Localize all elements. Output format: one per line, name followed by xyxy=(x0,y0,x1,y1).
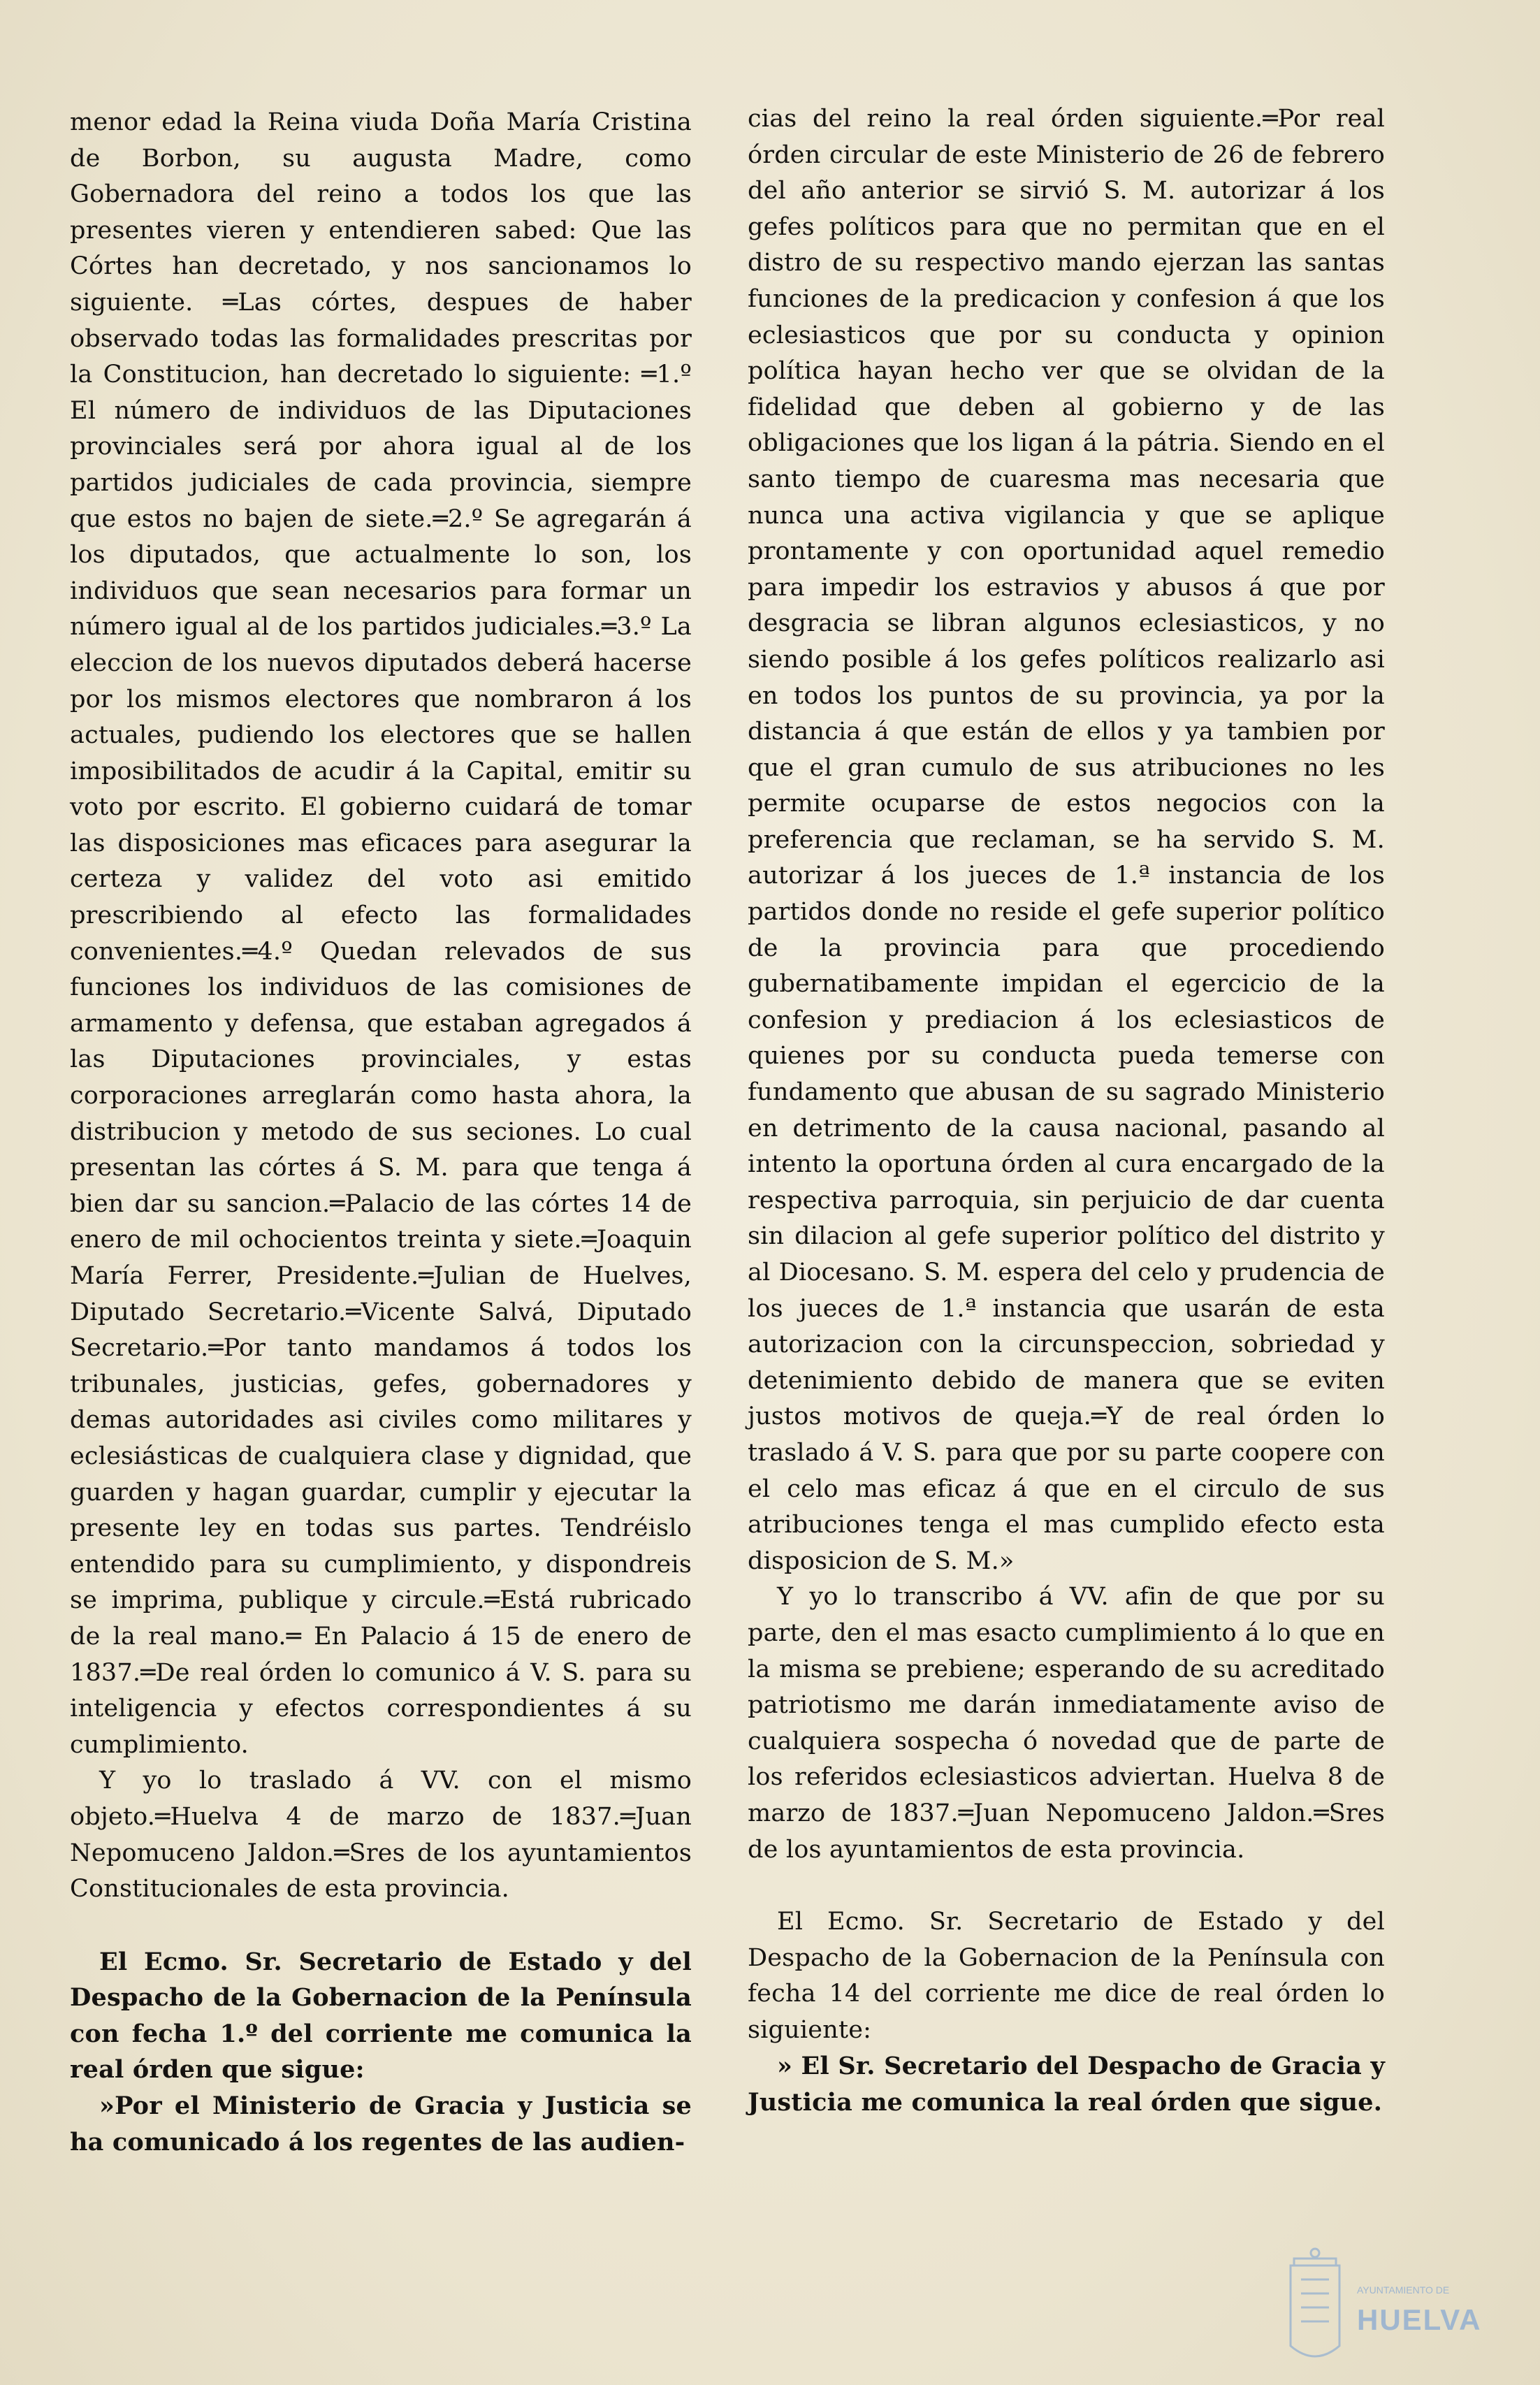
decree-paragraph: menor edad la Reina viuda Doña María Cristina de Borbon, su augusta Madre, como Gobernadora del reino a todos los que las presentes vieren y entendieren sabed: Que las Córtes han decretado, y nos sancionamos lo siguiente. ═Las córtes, despues de haber observado todas las formalidades prescritas por la Constitucion, han decretado lo siguiente: ═1.º El número de individuos de las Diputaciones provinciales será por ahora igual al de los partidos judiciales de cada provincia, siempre que estos no bajen de siete.═2.º Se agregarán á los diputados, que actualmente lo son, los individuos que sean necesarios para formar un número igual al de los partidos judiciales.═3.º La eleccion de los nuevos diputados deberá hacerse por los mismos electores que nombraron á los actuales, pudiendo los electores que se hallen imposibilitados de acudir á la Capital, emitir su voto por escrito. El gobierno cuidará de tomar las disposiciones mas eficaces para asegurar la certeza y validez del voto asi emitido prescribiendo al efecto las formalidades convenientes.═4.º Quedan relevados de sus funciones los individuos de las comisiones de armamento y defensa, que estaban agregados á las Diputaciones provinciales, y estas corporaciones arreglarán como hasta ahora, la distribucion y metodo de sus seciones. Lo cual presentan las córtes á S. M. para que tenga á bien dar su sancion.═Palacio de las córtes 14 de enero de mil ochocientos treinta y siete.═Joaquin María Ferrer, Presidente.═Julian de Huelves, Diputado Secretario.═Vicente Salvá, Diputado Secretario.═Por tanto mandamos á todos los tribunales, justicias, gefes, gobernadores y demas autoridades asi civiles como militares y eclesiásticas de cualquiera clase y dignidad, que guarden y hagan guardar, cumplir y ejecutar la presente ley en todas sus partes. Tendréislo entendido para su cumplimiento, y dispondreis se imprima, publique y circule.═Está rubricado de la real mano.═ En Palacio á 15 de enero de 1837.═De real órden lo comunico á V. S. para su inteligencia y efectos correspondientes á su cumplimiento. xyxy=(70,108,692,1759)
ministry-intro-paragraph: »Por el Ministerio de Gracia y Justicia se ha comunicado á los regentes de las audien- xyxy=(70,2092,692,2156)
second-royal-order-heading: El Ecmo. Sr. Secretario de Estado y del Despacho de la Gobernacion de la Península con fecha 14 del corriente me dice de real órden lo siguiente: xyxy=(748,1908,1385,2044)
royal-order-heading: El Ecmo. Sr. Secretario de Estado y del Despacho de la Gobernacion de la Península con fecha 1.º del corriente me comunica la real órden que sigue: xyxy=(70,1947,692,2085)
transfer-note-paragraph: Y yo lo traslado á VV. con el mismo objeto.═Huelva 4 de marzo de 1837.═Juan Nepomuceno Jaldon.═Sres de los ayuntamientos Constitucionales de esta provincia. xyxy=(70,1767,692,1904)
transcription-note-paragraph: Y yo lo transcribo á VV. afin de que por su parte, den el mas esacto cumplimiento á lo que en la misma se prebiene; esperando de su acreditado patriotismo me darán inmediatamente aviso de cualquiera sospecha ó novedad que de parte de los referidos eclesiasticos adviertan. Huelva 8 de marzo de 1837.═Juan Nepomuceno Jaldon.═Sres de los ayuntamientos de esta provincia. xyxy=(748,1583,1385,1864)
watermark-top-text: AYUNTAMIENTO DE xyxy=(1357,2284,1450,2296)
right-column xyxy=(748,101,1385,2121)
gracia-justicia-intro-paragraph: » El Sr. Secretario del Despacho de Gracia y Justicia me comunica la real órden que sigue. xyxy=(748,2052,1385,2117)
watermark-name: HUELVA xyxy=(1357,2303,1482,2336)
huelva-city-seal xyxy=(1245,2245,1483,2377)
royal-order-paragraph: cias del reino la real órden siguiente.═Por real órden circular de este Ministerio de 26 de febrero del año anterior se sirvió S. M. autorizar á los gefes políticos para que no permitan que en el distro de su respectivo mando ejerzan las santas funciones de la predicacion y confesion á que los eclesiasticos que por su conducta y opinion política hayan hecho ver que se olvidan de la fidelidad que deben al gobierno y de las obligaciones que los ligan á la pátria. Siendo en el santo tiempo de cuaresma mas necesaria que nunca una activa vigilancia y que se aplique prontamente y con oportunidad aquel remedio para impedir los estravios y abusos á que por desgracia se libran algunos eclesiasticos, y no siendo posible á los gefes políticos realizarlo asi en todos los puntos de su provincia, ya por la distancia á que están de ellos y ya tambien por que el gran cumulo de sus atribuciones no les permite ocuparse de estos negocios con la preferencia que reclaman, se ha servido S. M. autorizar á los jueces de 1.ª instancia de los partidos donde no reside el gefe superior político de la provincia para que procediendo gubernatibamente impidan el egercicio de la confesion y prediacion á los eclesiasticos de quienes por su conducta pueda temerse con fundamento que abusan de su sagrado Ministerio en detrimento de la causa nacional, pasando al intento la oportuna órden al cura encargado de la respectiva parroquia, sin perjuicio de dar cuenta sin dilacion al gefe superior político del distrito y al Diocesano. S. M. espera del celo y prudencia de los jueces de 1.ª instancia que usarán de esta autorizacion con la circunspeccion, sobriedad y detenimiento debido de manera que se eviten justos motivos de queja.═Y de real órden lo traslado á V. S. para que por su parte coopere con el celo mas eficaz á que en el circulo de sus atribuciones tenga el mas cumplido efecto esta disposicion de S. M.» xyxy=(748,105,1385,1575)
left-column xyxy=(70,105,692,2160)
